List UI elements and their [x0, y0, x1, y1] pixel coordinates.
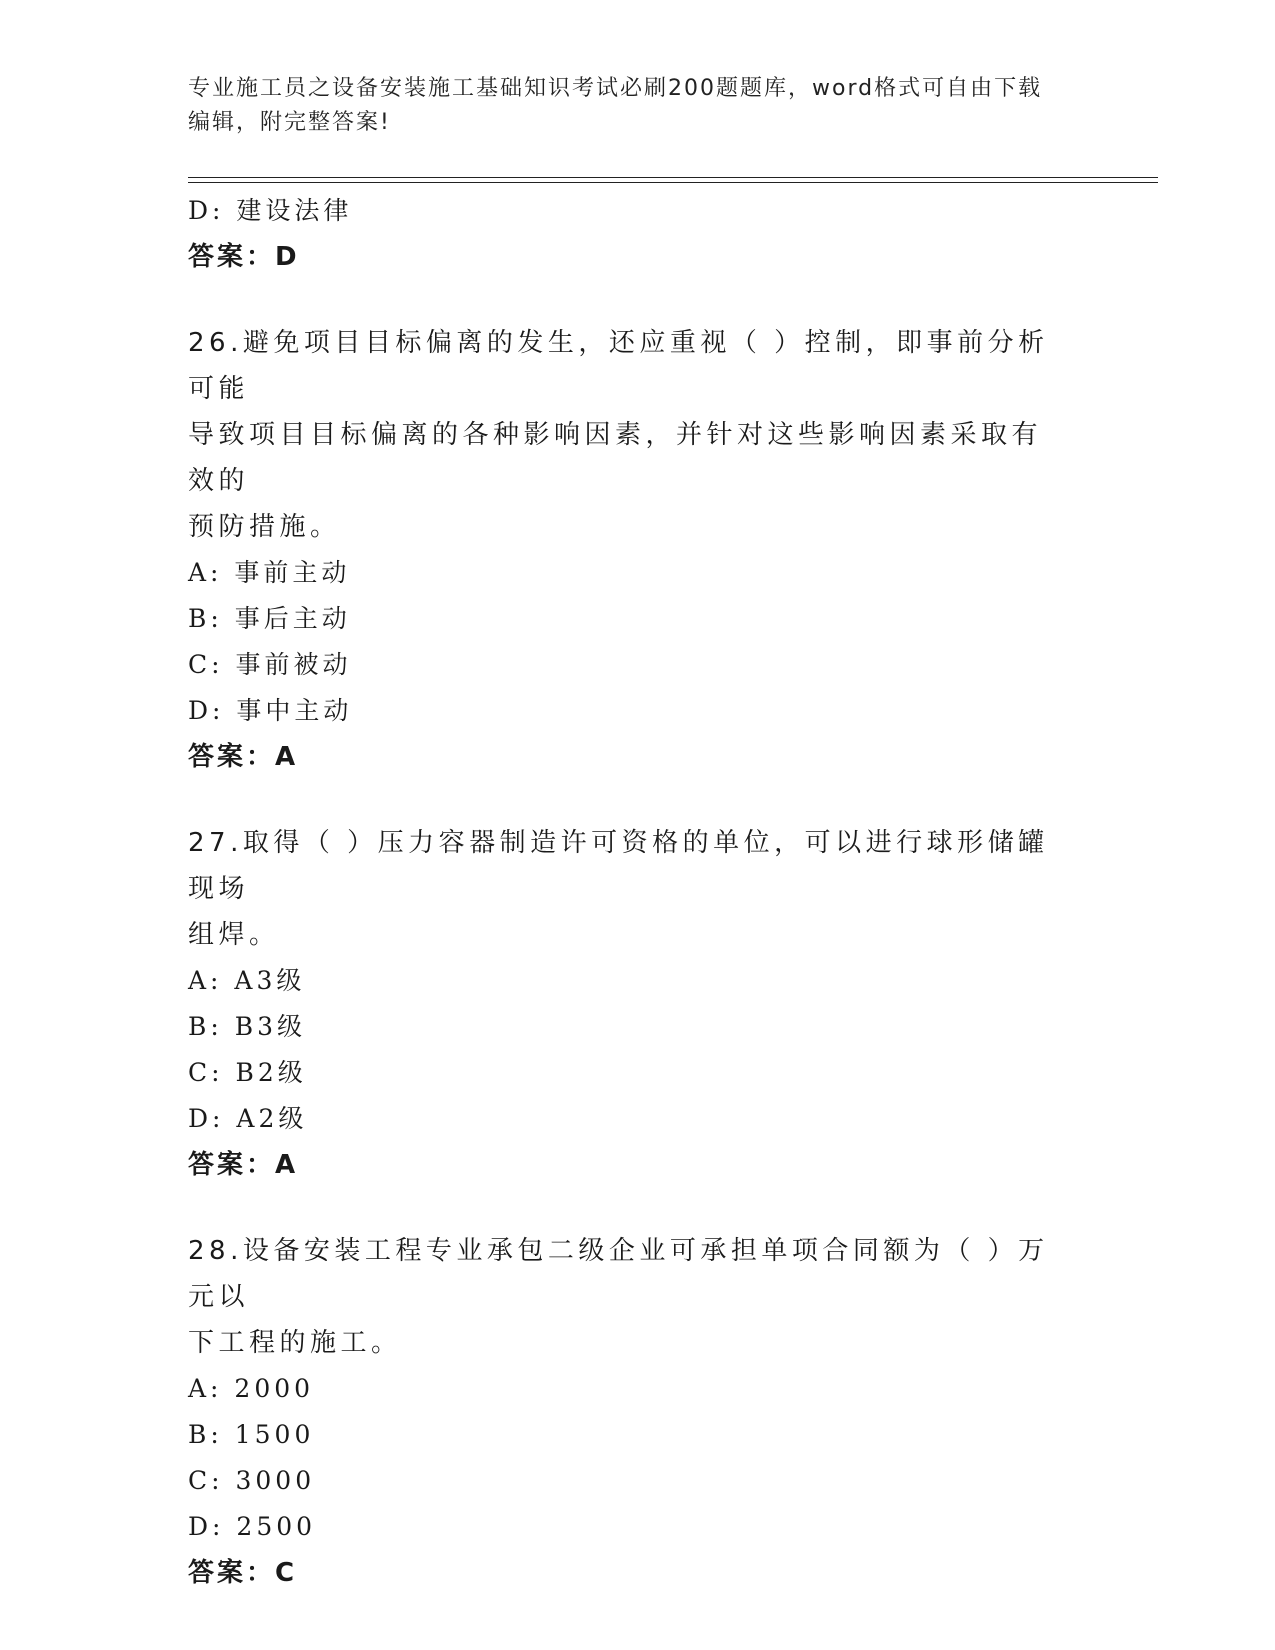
question-text-line: 26.避免项目目标偏离的发生，还应重视（ ）控制，即事前分析可能: [188, 328, 1049, 404]
question-text-line: 28.设备安装工程专业承包二级企业可承担单项合同额为（ ）万元以: [188, 1236, 1049, 1312]
option-d: D: 事中主动: [188, 696, 353, 725]
header-divider-bottom: [188, 182, 1158, 183]
option-b: B: B3级: [188, 1012, 307, 1041]
question-26: [188, 320, 1068, 780]
document-header: [188, 72, 1088, 140]
option-a: A: 2000: [188, 1374, 315, 1403]
question-text-line: 27.取得（ ）压力容器制造许可资格的单位，可以进行球形储罐现场: [188, 828, 1049, 904]
question-text-line: 组焊。: [188, 920, 280, 950]
option-c: C: 3000: [188, 1466, 316, 1495]
question-text-line: 下工程的施工。: [188, 1328, 402, 1358]
header-line-2: 编辑，附完整答案!: [188, 110, 391, 135]
option-b: B: 事后主动: [188, 604, 351, 633]
option-d: D: 建设法律: [188, 196, 353, 225]
answer: 答案：A: [188, 1150, 299, 1180]
question-text-line: 预防措施。: [188, 512, 341, 542]
option-c: C: B2级: [188, 1058, 307, 1087]
question-text-line: 导致项目目标偏离的各种影响因素，并针对这些影响因素采取有效的: [188, 420, 1043, 496]
answer: 答案：A: [188, 742, 299, 772]
option-d: D: A2级: [188, 1104, 308, 1133]
header-divider-top: [188, 177, 1158, 178]
answer: 答案：D: [188, 242, 300, 272]
question-27: [188, 820, 1068, 1188]
option-a: A: 事前主动: [188, 558, 351, 587]
option-c: C: 事前被动: [188, 650, 352, 679]
option-d: D: 2500: [188, 1512, 317, 1541]
answer: 答案：C: [188, 1558, 298, 1588]
option-a: A: A3级: [188, 966, 306, 995]
document-body: [188, 188, 1068, 1596]
option-b: B: 1500: [188, 1420, 315, 1449]
question-28: [188, 1228, 1068, 1596]
carryover-block: [188, 188, 1068, 280]
header-line-1: 专业施工员之设备安装施工基础知识考试必刷200题题库，word格式可自由下载: [188, 76, 1043, 101]
